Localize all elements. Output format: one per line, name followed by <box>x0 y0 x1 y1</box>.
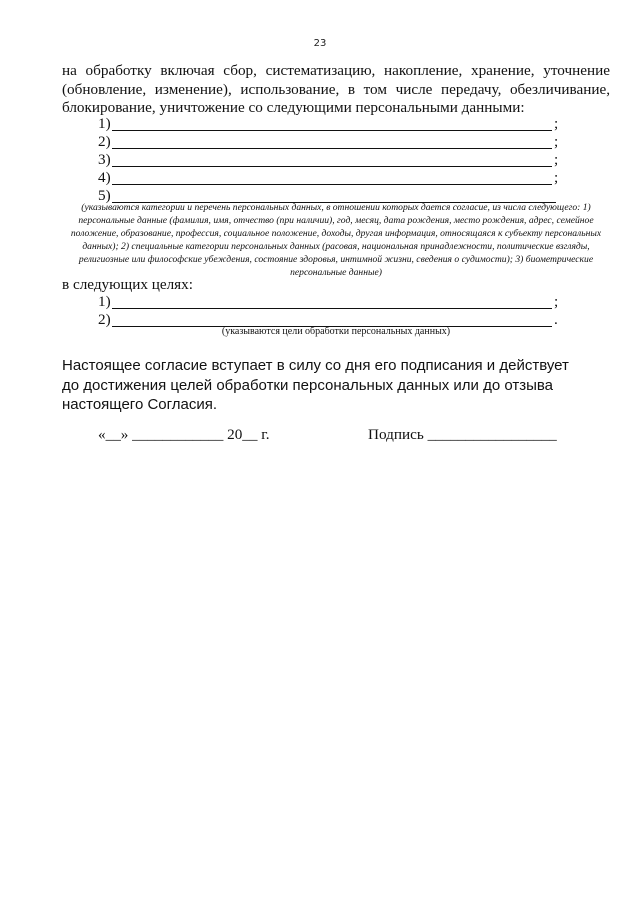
data-line-4[interactable] <box>98 169 562 187</box>
purpose-line-1[interactable] <box>98 293 562 311</box>
purpose-line-end: . <box>554 311 558 328</box>
purpose-line-number: 2) <box>98 311 111 328</box>
fill-in-rule[interactable] <box>112 130 552 131</box>
data-line-3[interactable] <box>98 151 562 169</box>
data-line-end: ; <box>554 115 559 132</box>
data-line-number: 4) <box>98 169 111 186</box>
page-number: 23 <box>313 38 327 49</box>
data-line-2[interactable] <box>98 133 562 151</box>
date-field[interactable]: «__» ____________ 20__ г. <box>98 426 270 443</box>
fill-in-rule[interactable] <box>112 308 552 309</box>
purpose-line-end: ; <box>554 293 559 310</box>
data-line-number: 2) <box>98 133 111 150</box>
fill-in-rule[interactable] <box>112 148 552 149</box>
signature-field[interactable]: Подпись _________________ <box>368 426 557 443</box>
purposes-note: (указываются цели обработки персональных данных) <box>221 326 451 337</box>
data-line-end: ; <box>554 151 559 168</box>
data-line-1[interactable] <box>98 115 562 133</box>
consent-validity-paragraph: Настоящее согласие вступает в силу со дня его подписания и действует до достижения целей обработки персональных данных или до отзыва настоящего Согласия. <box>62 357 569 413</box>
fill-in-rule[interactable] <box>112 184 552 185</box>
data-line-number: 1) <box>98 115 111 132</box>
data-line-end: ; <box>554 133 559 150</box>
data-line-number: 3) <box>98 151 111 168</box>
intro-paragraph: на обработку включая сбор, систематизацию, накопление, хранение, уточнение (обновление, изменение), использование, в том числе передачу, обезличивание, блокирование, уничтожение со следующими персональными данными: <box>62 62 610 116</box>
data-line-number: 5) <box>98 187 111 204</box>
fill-in-rule[interactable] <box>112 166 552 167</box>
data-line-end: ; <box>554 169 559 186</box>
purpose-line-number: 1) <box>98 293 111 310</box>
purposes-heading: в следующих целях: <box>62 276 193 293</box>
data-categories-note: (указываются категории и перечень персональных данных, в отношении которых дается согласие, из числа следующего: 1) персональные данные (фамилия, имя, отчество (при наличии), год, месяц, дата рождения, место рождения, адрес, семейное положение, образование, профессия, социальное положение, доходы, другая информация, относящаяся к субъекту персональных данных); 2) специальные категории персональных данных (расовая, национальная принадлежности, политические взгляды, религиозные или философские убеждения, состояние здоровья, интимной жизни, сведения о судимости); 3) биометрические персональные данные) <box>70 202 602 278</box>
